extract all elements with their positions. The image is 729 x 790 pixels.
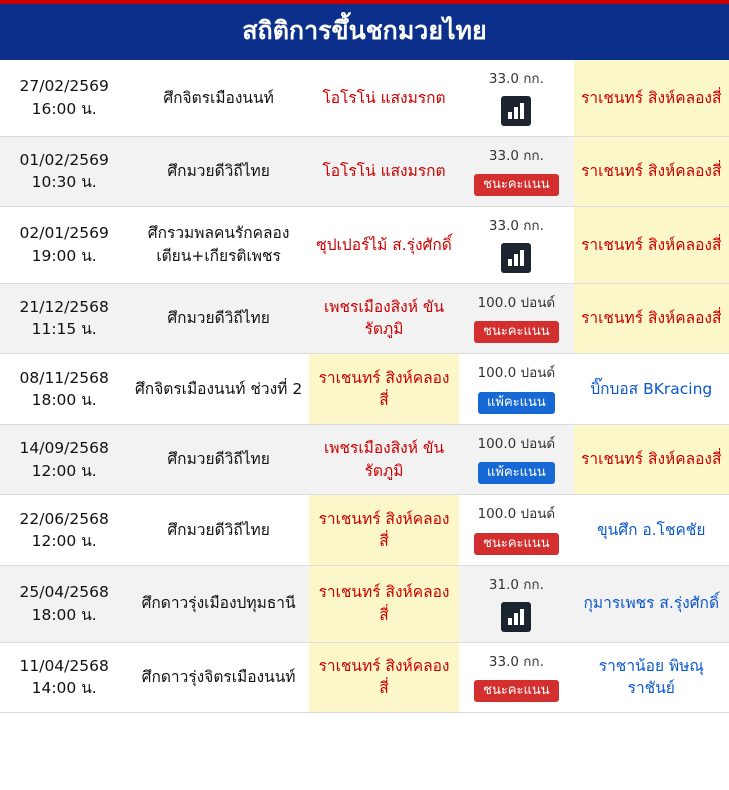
status-badge-lose: แพ้คะแนน — [478, 462, 555, 484]
fighter-name[interactable]: ราเชนทร์ สิงห์คลองสี่ — [309, 495, 459, 566]
page-title: สถิติการขึ้นชกมวยไทย — [0, 4, 729, 60]
table-row[interactable] — [0, 354, 729, 425]
fight-weight: 100.0 ปอนด์ — [477, 435, 556, 452]
fight-weight: 33.0 กก. — [488, 218, 544, 235]
fight-date: 01/02/2569 — [19, 150, 109, 169]
opponent-name[interactable]: ราเชนทร์ สิงห์คลองสี่ — [574, 424, 729, 495]
fight-date: 02/01/2569 — [19, 224, 109, 243]
bar-chart-icon[interactable] — [501, 602, 531, 632]
opponent-name[interactable]: ราเชนทร์ สิงห์คลองสี่ — [574, 207, 729, 284]
fight-weight: 100.0 ปอนด์ — [477, 506, 556, 523]
event-name: ศึกดาวรุ่งเมืองปทุมธานี — [141, 594, 296, 613]
weight-and-result-cell — [459, 207, 573, 284]
event-name: ศึกมวยดีวิถีไทย — [167, 520, 270, 539]
fighter-name[interactable]: ราเชนทร์ สิงห์คลองสี่ — [309, 354, 459, 425]
fight-time: 12:00 น. — [31, 461, 97, 480]
event-name: ศึกรวมพลคนรักคลองเตียน+เกียรติเพชร — [147, 224, 290, 265]
opponent-name[interactable]: ราเชนทร์ สิงห์คลองสี่ — [574, 136, 729, 207]
fight-time: 14:00 น. — [31, 679, 97, 698]
fight-date-cell — [0, 136, 128, 207]
bar-chart-icon[interactable] — [501, 243, 531, 273]
fight-date-cell — [0, 495, 128, 566]
weight-and-result-cell — [459, 495, 573, 566]
table-row[interactable] — [0, 642, 729, 713]
fight-date: 11/04/2568 — [19, 656, 109, 675]
fight-time: 11:15 น. — [31, 320, 97, 339]
weight-and-result-cell — [459, 283, 573, 354]
weight-and-result-cell — [459, 565, 573, 642]
fight-weight: 100.0 ปอนด์ — [477, 294, 556, 311]
fight-date: 08/11/2568 — [19, 368, 109, 387]
table-row[interactable] — [0, 60, 729, 136]
status-badge-lose: แพ้คะแนน — [478, 392, 555, 414]
fight-date-cell — [0, 642, 128, 713]
event-name: ศึกมวยดีวิถีไทย — [167, 309, 270, 328]
status-badge-win: ชนะคะแนน — [474, 533, 559, 555]
opponent-name[interactable]: บิ๊กบอส BKracing — [590, 379, 713, 398]
fight-time: 18:00 น. — [31, 391, 97, 410]
fighter-name[interactable]: ซุปเปอร์ไม้ ส.รุ่งศักดิ์ — [316, 235, 452, 254]
weight-and-result-cell — [459, 136, 573, 207]
fight-time: 16:00 น. — [31, 99, 97, 118]
status-badge-win: ชนะคะแนน — [474, 174, 559, 196]
fighter-name[interactable]: ราเชนทร์ สิงห์คลองสี่ — [309, 642, 459, 713]
fight-date-cell — [0, 424, 128, 495]
event-name: ศึกมวยดีวิถีไทย — [167, 162, 270, 181]
fight-date: 25/04/2568 — [19, 583, 109, 602]
fight-date: 27/02/2569 — [19, 77, 109, 96]
table-row[interactable] — [0, 565, 729, 642]
fight-date-cell — [0, 354, 128, 425]
event-name: ศึกจิตรเมืองนนท์ — [163, 88, 274, 107]
weight-and-result-cell — [459, 60, 573, 136]
event-name: ศึกมวยดีวิถีไทย — [167, 450, 270, 469]
table-row[interactable] — [0, 495, 729, 566]
fight-time: 10:30 น. — [31, 173, 97, 192]
table-row[interactable] — [0, 424, 729, 495]
fight-weight: 33.0 กก. — [488, 653, 544, 670]
weight-and-result-cell — [459, 642, 573, 713]
fighter-name[interactable]: โอโรโน่ แสงมรกต — [322, 162, 446, 181]
fight-history-body — [0, 60, 729, 713]
opponent-name[interactable]: ราชาน้อย พิษณุราชันย์ — [598, 656, 704, 698]
fighter-name[interactable]: ราเชนทร์ สิงห์คลองสี่ — [309, 565, 459, 642]
table-row[interactable] — [0, 207, 729, 284]
status-badge-win: ชนะคะแนน — [474, 680, 559, 702]
opponent-name[interactable]: กุมารเพชร ส.รุ่งศักดิ์ — [583, 594, 720, 613]
bar-chart-icon[interactable] — [501, 96, 531, 126]
fight-date-cell — [0, 207, 128, 284]
fight-date-cell — [0, 565, 128, 642]
fight-weight: 31.0 กก. — [488, 576, 544, 593]
fight-history-table — [0, 60, 729, 713]
weight-and-result-cell — [459, 354, 573, 425]
fight-time: 19:00 น. — [31, 246, 97, 265]
fight-date-cell — [0, 60, 128, 136]
fight-time: 12:00 น. — [31, 532, 97, 551]
fighter-name[interactable]: เพชรเมืองสิงห์ ขันรัตภูมิ — [323, 439, 445, 480]
fight-weight: 100.0 ปอนด์ — [477, 365, 556, 382]
table-row[interactable] — [0, 136, 729, 207]
event-name: ศึกดาวรุ่งจิตรเมืองนนท์ — [141, 668, 296, 687]
event-name: ศึกจิตรเมืองนนท์ ช่วงที่ 2 — [134, 379, 303, 398]
fight-weight: 33.0 กก. — [488, 71, 544, 87]
weight-and-result-cell — [459, 424, 573, 495]
fighter-name[interactable]: โอโรโน่ แสงมรกต — [322, 88, 446, 107]
fight-date: 22/06/2568 — [19, 509, 109, 528]
opponent-name[interactable]: ราเชนทร์ สิงห์คลองสี่ — [574, 283, 729, 354]
fighter-name[interactable]: เพชรเมืองสิงห์ ขันรัตภูมิ — [323, 298, 445, 339]
fight-date: 14/09/2568 — [19, 439, 109, 458]
fight-date: 21/12/2568 — [19, 298, 109, 316]
fight-date-cell — [0, 283, 128, 354]
status-badge-win: ชนะคะแนน — [474, 321, 559, 343]
opponent-name[interactable]: ขุนศึก อ.โชคชัย — [597, 520, 706, 539]
table-row[interactable] — [0, 283, 729, 354]
opponent-name[interactable]: ราเชนทร์ สิงห์คลองสี่ — [574, 60, 729, 136]
fight-time: 18:00 น. — [31, 605, 97, 624]
fight-weight: 33.0 กก. — [488, 147, 544, 164]
